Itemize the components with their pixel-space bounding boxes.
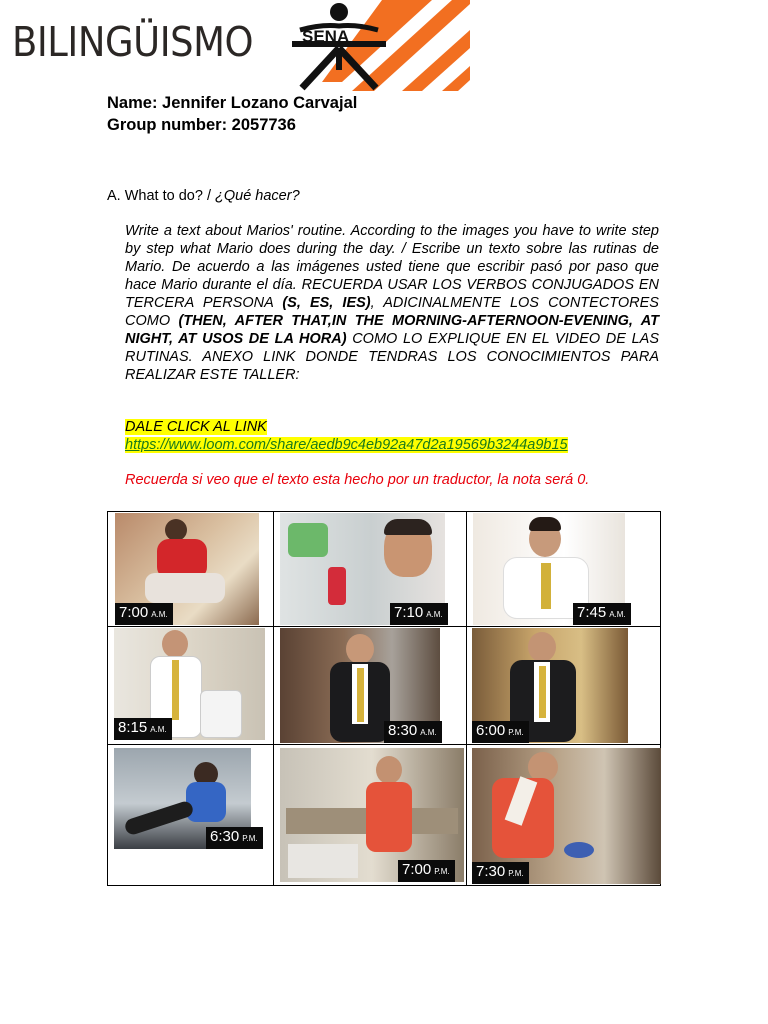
time-label: 6:00 P.M. (472, 721, 529, 743)
photo-washing-dishes (472, 748, 661, 884)
student-name: Name: Jennifer Lozano Carvajal (107, 94, 358, 112)
time-label: 7:30 P.M. (472, 862, 529, 884)
time-label: 7:00 P.M. (398, 860, 455, 882)
instructions-part3: , ADICINALMENTE LOS CONTECTORES COMO (125, 295, 659, 329)
routine-photo-grid (107, 511, 661, 886)
instructions-paragraph (125, 222, 659, 384)
time-label: 6:30 P.M. (206, 827, 263, 849)
section-heading (107, 186, 300, 206)
photo-breakfast (473, 513, 625, 625)
instructions-connectors: (THEN, AFTER THAT,IN THE MORNING-AFTERNOON-EVENING, AT NIGHT, AT USOS DE LA HORA) (125, 313, 659, 347)
sena-logo (282, 0, 470, 91)
group-number: Group number: 2057736 (107, 116, 296, 134)
logo-text: SENA (302, 27, 350, 46)
photo-shaving (280, 513, 445, 625)
header-title: BILINGÜISMO (12, 18, 254, 66)
time-label: 8:15 A.M. (114, 718, 172, 740)
heading-italic: ¿Qué hacer? (215, 188, 300, 204)
translator-warning: Recuerda si veo que el texto esta hecho por un traductor, la nota será 0. (125, 472, 590, 488)
time-label: 7:00 A.M. (115, 603, 173, 625)
time-label: 7:45 A.M. (573, 603, 631, 625)
link-block (125, 418, 568, 454)
instructions-suffixes: (S, ES, IES) (282, 295, 371, 311)
loom-link[interactable]: https://www.loom.com/share/aedb9c4eb92a47d2a19569b3244a9b15 (125, 437, 568, 453)
student-info (107, 92, 357, 136)
heading-plain: A. What to do? / (107, 188, 215, 204)
time-label: 8:30 A.M. (384, 721, 442, 743)
photo-packing-bag (114, 628, 265, 740)
photo-leaving-home (280, 628, 440, 743)
photo-exercise (114, 748, 258, 849)
photo-cooking (280, 748, 464, 882)
instructions-part1: Write a text about Marios' routine. According to the images you have to write step by step what Mario does during the day. / Escribe un texto sobre las rutinas de Mario. De acuerdo a las imágenes usted tiene que escribir pasó por paso que hace Mario durante el día. RECUERDA USAR LOS VERBOS CONJUGADOS EN TERCERA PERSONA (125, 223, 659, 311)
photo-wake-up (115, 513, 259, 625)
instructions-part5: COMO LO EXPLIQUE EN EL VIDEO DE LAS RUTINAS. ANEXO LINK DONDE TENDRAS LOS CONOCIMIENTOS PARA REALIZAR ESTE TALLER: (125, 331, 659, 383)
photo-coming-home (472, 628, 628, 743)
link-label: DALE CLICK AL LINK (125, 419, 267, 435)
time-label: 7:10 A.M. (390, 603, 448, 625)
